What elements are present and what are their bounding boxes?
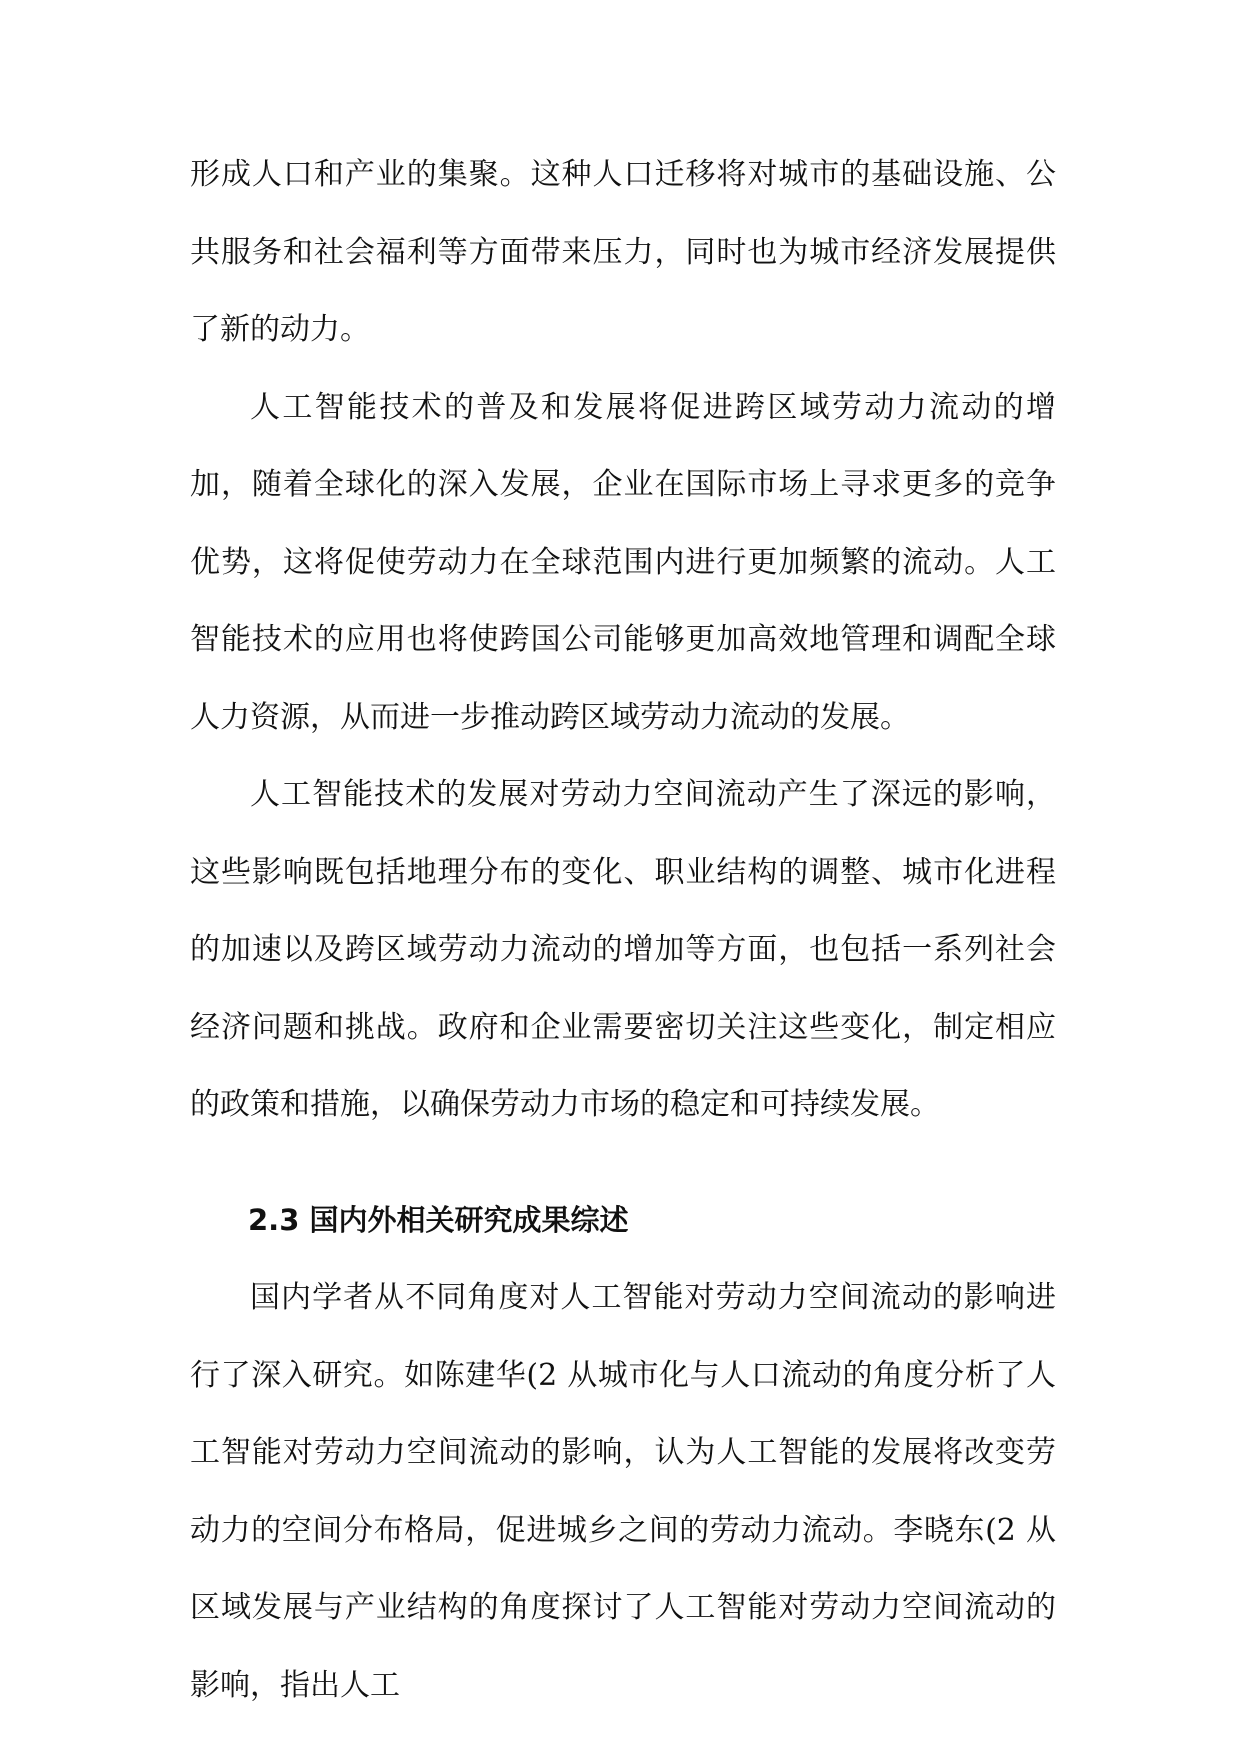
document-body	[190, 136, 1056, 1724]
section-gap	[190, 1144, 1056, 1182]
paragraph-summary-impacts: 人工智能技术的发展对劳动力空间流动产生了深远的影响，这些影响既包括地理分布的变化、职业结构的调整、城市化进程的加速以及跨区域劳动力流动的增加等方面，也包括一系列社会经济问题和挑战。政府和企业需要密切关注这些变化，制定相应的政策和措施，以确保劳动力市场的稳定和可持续发展。	[190, 777, 1056, 1122]
section-heading: 2.3 国内外相关研究成果综述	[248, 1202, 629, 1237]
paragraph-cross-region-mobility: 人工智能技术的普及和发展将促进跨区域劳动力流动的增加，随着全球化的深入发展，企业在国际市场上寻求更多的竞争优势，这将促使劳动力在全球范围内进行更加频繁的流动。人工智能技术的应用也将使跨国公司能够更加高效地管理和调配全球人力资源，从而进一步推动跨区域劳动力流动的发展。	[190, 389, 1056, 735]
paragraph-literature-review: 国内学者从不同角度对人工智能对劳动力空间流动的影响进行了深入研究。如陈建华(2 从城市化与人口流动的角度分析了人工智能对劳动力空间流动的影响，认为人工智能的发展将改变劳动力的空间分布格局，促进城乡之间的劳动力流动。李晓东(2 从区域发展与产业结构的角度探讨了人工智能对劳动力空间流动的影响，指出人工	[190, 1280, 1056, 1703]
paragraph-continuation: 形成人口和产业的集聚。这种人口迁移将对城市的基础设施、公共服务和社会福利等方面带来压力，同时也为城市经济发展提供了新的动力。	[190, 157, 1056, 347]
